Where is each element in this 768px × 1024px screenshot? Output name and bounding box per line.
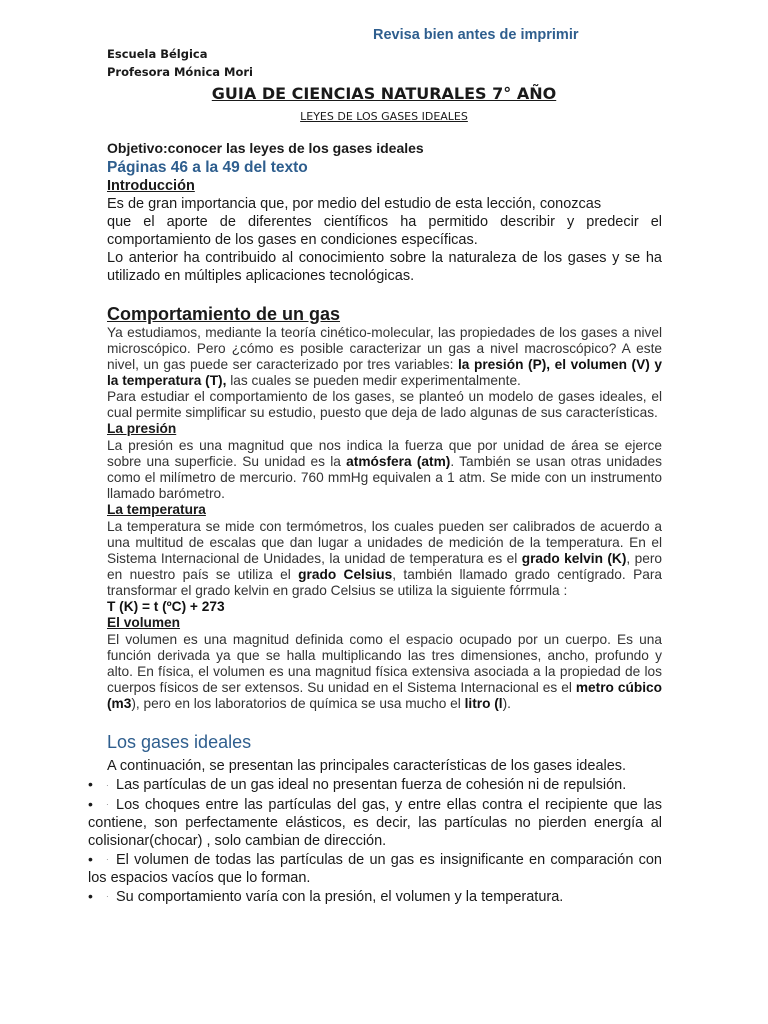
- bold-span: litro (l: [464, 696, 503, 712]
- bullet-icon: •: [88, 887, 93, 904]
- pages-reference: Páginas 46 a la 49 del texto: [107, 158, 308, 176]
- text-span: ).: [502, 696, 511, 712]
- temperature-formula: T (K) = t (ºC) + 273: [107, 599, 225, 615]
- pressure-heading: La presión: [107, 421, 177, 437]
- text-span: El volumen es una magnitud definida como el espacio ocupado por un cuerpo. Es una función derivada ya que se halla multiplicando las tres dimensiones, ancho, profundo y alto. En física, el volumen es una magnitud física extensiva asociada a la propiedad de los cuerpos físicos de ser extensos. Su unidad en el Sistema Internacional es el: [107, 631, 662, 696]
- list-item: [88, 775, 662, 794]
- list-item: [88, 795, 662, 850]
- intro-section: [107, 195, 662, 285]
- middle-dot-icon: ·: [106, 854, 109, 864]
- temperature-heading: La temperatura: [107, 502, 206, 518]
- intro-paragraph-2: que el aporte de diferentes científicos ha permitido describir y predecir el comportamiento de los gases en condiciones específicas.: [107, 213, 662, 248]
- intro-heading: Introducción: [107, 177, 195, 194]
- bold-span: atmósfera (atm): [346, 453, 451, 469]
- list-item-text: Su comportamiento varía con la presión, el volumen y la temperatura.: [116, 888, 564, 905]
- text-span: las cuales se pueden medir experimentalmente.: [226, 372, 521, 388]
- text-span: Ya estudiamos, mediante la teoría cinético-molecular, las propiedades de los gases a nivel microscópico. Pero ¿cómo es posible caracterizar un gas a nivel macroscópico? A este nivel, un gas puede ser caracterizado por tres variables:: [107, 324, 662, 372]
- ideal-gases-heading: Los gases ideales: [107, 732, 252, 753]
- bold-span: metro cúbico (m3: [107, 680, 662, 712]
- intro-paragraph-1: Es de gran importancia que, por medio del estudio de esta lección, conozcas: [107, 195, 602, 212]
- school-name: Escuela Bélgica: [107, 47, 208, 61]
- bullet-icon: •: [88, 776, 93, 793]
- volume-heading: El volumen: [107, 615, 181, 631]
- bold-span: la presión (P), el volumen (V) y la temperatura (T),: [107, 356, 662, 388]
- text-span: , pero en nuestro país se utiliza el: [107, 551, 662, 583]
- behavior-paragraph-1: [107, 325, 662, 389]
- bold-span: grado Celsius: [298, 567, 393, 583]
- ideal-gases-list-wrapper: [88, 775, 662, 906]
- teacher-name: Profesora Mónica Mori: [107, 65, 253, 79]
- list-item-text: Los choques entre las partículas del gas, y entre ellas contra el recipiente que las contiene, son perfectamente elásticos, es decir, las partículas no pierden energía al colisionar(chocar) , solo cambian de dirección.: [88, 796, 662, 849]
- bullet-icon: •: [88, 795, 93, 812]
- list-item: [88, 887, 662, 906]
- behavior-section: [107, 325, 662, 713]
- list-item-text: El volumen de todas las partículas de un gas es insignificante en comparación con los espacios vacíos que lo forman.: [88, 851, 662, 886]
- text-span: ), pero en los laboratorios de química se usa mucho el: [131, 696, 465, 712]
- objective-text: Objetivo:conocer las leyes de los gases ideales: [107, 140, 424, 156]
- middle-dot-icon: ·: [106, 780, 109, 790]
- school-block: [107, 45, 253, 81]
- ideal-gases-list: [88, 775, 662, 906]
- behavior-paragraph-2: Para estudiar el comportamiento de los gases, se planteó un modelo de gases ideales, el cual permite simplificar su estudio, puesto que deja de lado algunas de sus características.: [107, 389, 662, 421]
- bullet-icon: •: [88, 850, 93, 867]
- page-title: GUIA DE CIENCIAS NATURALES 7° AÑO: [211, 84, 557, 103]
- middle-dot-icon: ·: [106, 799, 109, 809]
- list-item: [88, 850, 662, 887]
- intro-paragraph-3: Lo anterior ha contribuido al conocimiento sobre la naturaleza de los gases y se ha utilizado en múltiples aplicaciones tecnológicas.: [107, 249, 662, 284]
- middle-dot-icon: ·: [106, 892, 109, 902]
- bold-span: grado kelvin (K): [521, 551, 627, 567]
- ideal-gases-intro: A continuación, se presentan las principales características de los gases ideales.: [107, 758, 627, 775]
- text-span: , también llamado grado centígrado. Para transformar el grado kelvin en grado Celsius se utiliza la siguiente fórrmula :: [107, 567, 662, 599]
- pressure-paragraph: [107, 438, 662, 502]
- print-notice: Revisa bien antes de imprimir: [373, 27, 579, 43]
- main-content: [88, 140, 662, 906]
- text-span: . También se usan otras unidades como el milímetro de mercurio. 760 mmHg equivalen a 1 atm. Se mide con un instrumento llamado barómetro.: [107, 453, 662, 502]
- text-span: La presión es una magnitud que nos indica la fuerza que por unidad de área se ejerce sobre una superficie. Su unidad es la: [107, 437, 662, 469]
- behavior-heading: Comportamiento de un gas: [107, 303, 341, 324]
- list-item-text: Las partículas de un gas ideal no presentan fuerza de cohesión ni de repulsión.: [116, 777, 627, 794]
- temperature-paragraph: [107, 519, 662, 599]
- page-subtitle: LEYES DE LOS GASES IDEALES: [300, 110, 468, 123]
- text-span: La temperatura se mide con termómetros, los cuales pueden ser calibrados de acuerdo a una multitud de escalas que dan lugar a unidades de medición de la temperatura. En el Sistema Internacional de Unidades, la unidad de temperatura es el: [107, 518, 662, 567]
- volume-paragraph: [107, 632, 662, 712]
